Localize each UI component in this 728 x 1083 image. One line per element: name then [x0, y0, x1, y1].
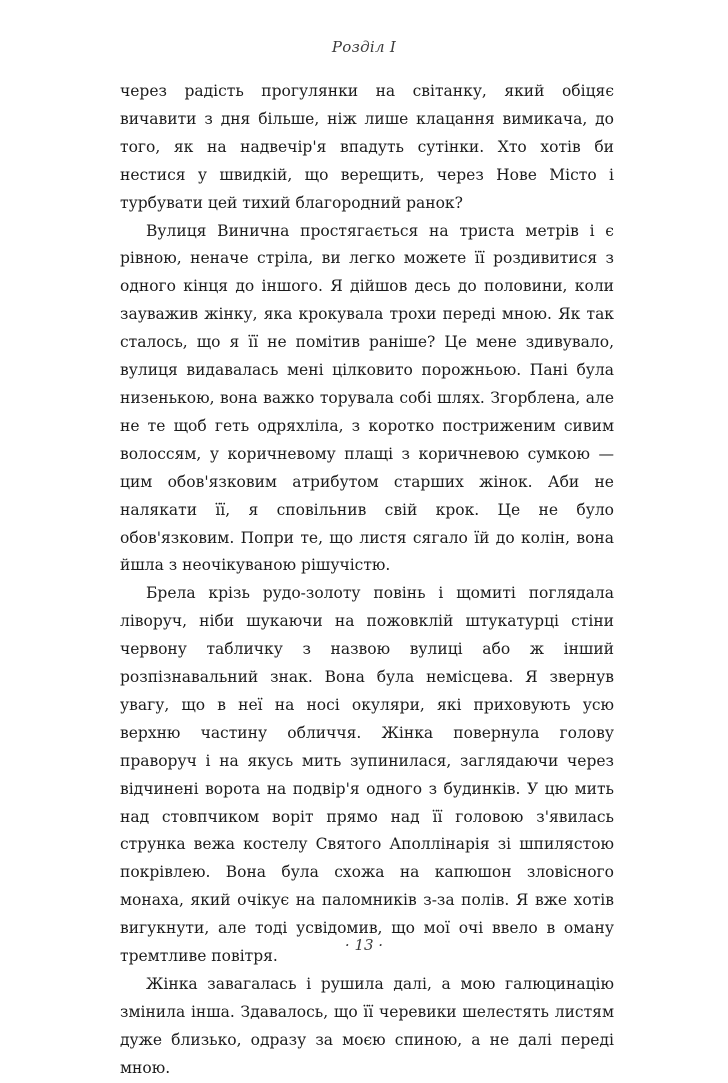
body-text — [120, 78, 614, 1083]
paragraph-2: Вулиця Винична простягається на триста метрів і є рівною, неначе стріла, ви легко можете її роздивитися з одного кінця до іншого. Я дійшов десь до половини, коли зауважив жінку, яка крокувала трохи переді мною. Як так сталось, що я її не помітив раніше? Це мене здивувало, вулиця видавалась мені цілковито порожньою. Пані була низенькою, вона важко торувала собі шлях. Згорблена, але не те щоб геть одряхліла, з коротко постриженим сивим волоссям, у коричневому плащі з коричневою сумкою — цим обов'язковим атрибутом старших жінок. Аби не налякати її, я сповільнив свій крок. Це не було обов'язковим. Попри те, що листя сягало їй до колін, вона йшла з неочікуваною рішучістю. — [120, 221, 614, 575]
page-number: · 13 · — [344, 936, 384, 954]
paragraph-3: Брела крізь рудо-золоту повінь і щомиті поглядала ліворуч, ніби шукаючи на пожовклій штукатурці стіни червону табличку з назвою вулиці або ж інший розпізнавальний знак. Вона була немісцева. Я звернув увагу, що в неї на носі окуляри, які приховують усю верхню частину обличчя. Жінка повернула голову праворуч і на якусь мить зупинилася, заглядаючи через відчинені ворота на подвір'я одного з будинків. У цю мить над стовпчиком воріт прямо над її головою з'явилась струнка вежа костелу Святого Аполлінарія зі шпилястою покрівлею. Вона була схожа на капюшон зловісного монаха, який очікує на паломників з-за полів. Я вже хотів вигукнути, але тоді усвідомив, що мої очі ввело в оману тремтливе повітря. — [120, 584, 614, 966]
running-head: Розділ I — [331, 38, 397, 56]
paragraph-4: Жінка завагалась і рушила далі, а мою галюцинацію змінила інша. Здавалось, що її черевики шелестять листям дуже близько, одразу за моєю спиною, а не далі переді мною. — [120, 975, 614, 1077]
paragraph-1: через радість прогулянки на світанку, який обіцяє вичавити з дня більше, ніж лише клацання вимикача, до того, як на надвечір'я впадуть сутінки. Хто хотів би нестися у швидкій, що верещить, через Нове Місто і турбувати цей тихий благородний ранок? — [120, 82, 614, 212]
